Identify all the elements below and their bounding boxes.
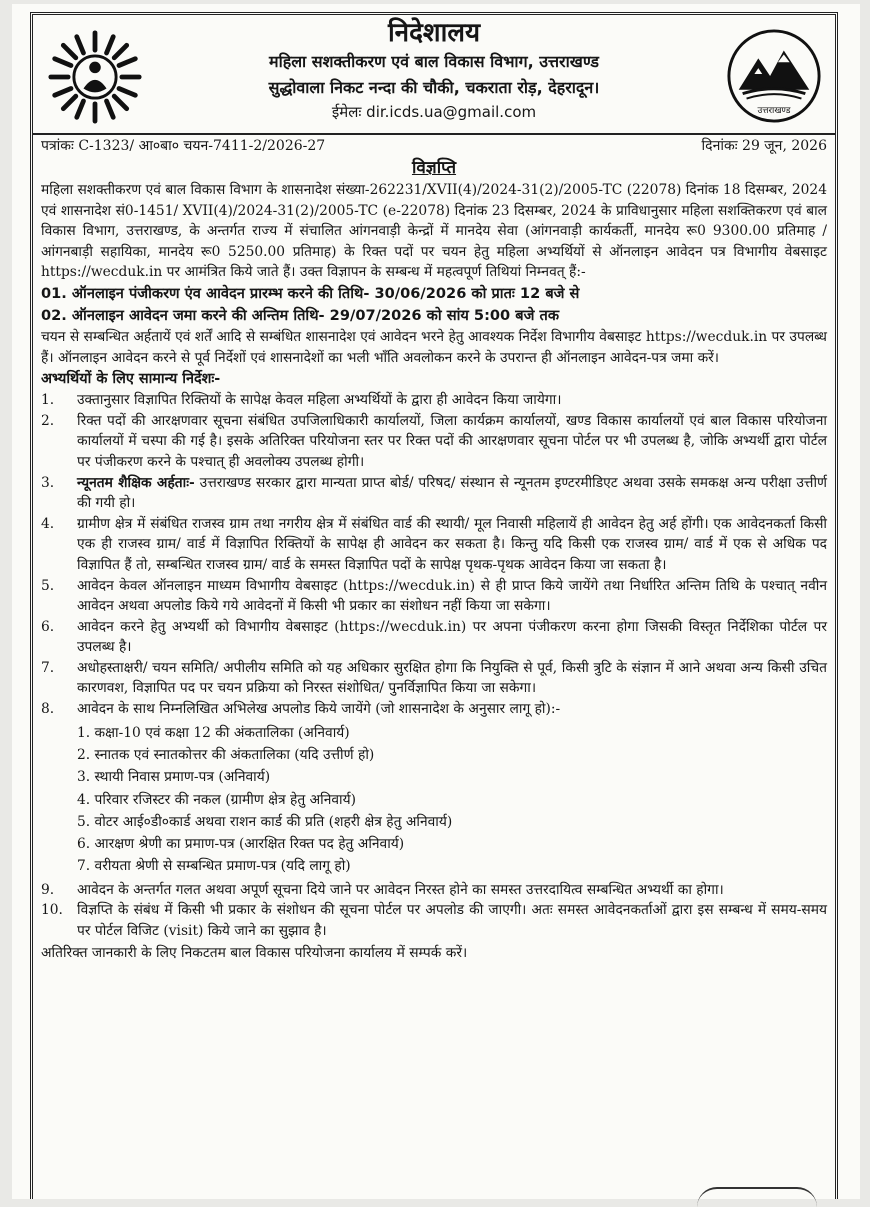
date-line-end: 02. ऑनलाइन आवेदन जमा करने की अन्तिम तिथि- 29/07/2026 को सांय 5:00 बजे तक <box>41 306 560 324</box>
notice-title: विज्ञप्ति <box>411 158 457 178</box>
document-item: 4. परिवार रजिस्टर की नकल (ग्रामीण क्षेत्र हेतु अनिवार्य) <box>77 791 357 808</box>
document-item: 1. कक्षा-10 एवं कक्षा 12 की अंकतालिका (अनिवार्य) <box>77 724 350 741</box>
eligibility-paragraph: चयन से सम्बन्धित अर्हतायें एवं शर्तें आदि से सम्बंधित शासनादेश एवं आवेदन भरने हेतु आवश्यक निर्देश विभागीय वेबसाइट https://wecduk.in पर उपलब्ध हैं। ऑनलाइन आवेदन करने से पूर्व निर्देशों एवं शासनादेशों का भली भाँति अवलोकन करने के उपरान्त ही ऑनलाइन आवेदन-पत्र जमा करें। <box>41 328 827 366</box>
office-email: ईमेलः dir.icds.ua@gmail.com <box>331 103 537 121</box>
list-item: 9. आवेदन के अन्तर्गत गलत अथवा अपूर्ण सूचना दिये जाने पर आवेदन निरस्त होने का समस्त उत्तरदायित्व सम्बन्धित अभ्यर्थी का होगा। <box>41 881 724 898</box>
list-item: 6. आवेदन करने हेतु अभ्यर्थी को विभागीय वेबसाइट (https://wecduk.in) पर अपना पंजीकरण करना होगा जिसकी विस्तृत निर्देशिका पोर्टल पर उपलब्ध है। <box>41 618 827 656</box>
document-item: 5. वोटर आई०डी०कार्ड अथवा राशन कार्ड की प्रति (शहरी क्षेत्र हेतु अनिवार्य) <box>77 813 453 830</box>
notice-body <box>41 136 827 963</box>
document-item: 2. स्नातक एवं स्नातकोत्तर की अंकतालिका (यदि उत्तीर्ण हो) <box>77 746 375 763</box>
document-item: 6. आरक्षण श्रेणी का प्रमाण-पत्र (आरक्षित रिक्त पद हेतु अनिवार्य) <box>77 836 405 853</box>
document-item: 7. वरीयता श्रेणी से सम्बन्धित प्रमाण-पत्र (यदि लागू हो) <box>77 858 351 875</box>
emblem-caption: उत्तराखण्ड <box>757 106 791 117</box>
letter-number: पत्रांकः C-1323/ आ०बा० चयन-7411-2/2026-27 <box>41 138 326 154</box>
department-emblem-icon <box>47 29 143 125</box>
list-item: 2. रिक्त पदों की आरक्षणवार सूचना संबंधित उपजिलाधिकारी कार्यालयों, जिला कार्यक्रम कार्यालयों, खण्ड विकास कार्यालयों एवं बाल विकास परियोजना कार्यालयों में चस्पा की गई है। इसके अतिरिक्त परियोजना स्तर पर रिक्त पदों की आरक्षणवार सूचना पोर्टल पर भी उपलब्ध है, जोकि अभ्यर्थी द्वारा पोर्टल पर पंजीकरण करने के पश्चात् ही अवलोक्य उपलब्ध होगी। <box>41 412 827 470</box>
document-page <box>12 4 860 1199</box>
required-documents-list <box>77 722 827 878</box>
letterhead <box>33 15 835 135</box>
uttarakhand-emblem-icon <box>725 27 823 125</box>
office-address: सुद्धोवाला निकट नन्दा की चौकी, चकराता रोड़, देहरादून। <box>268 78 600 97</box>
list-item: 1. उक्तानुसार विज्ञापित रिक्तियों के सापेक्ष केवल महिला अभ्यर्थियों के द्वारा ही आवेदन किया जायेगा। <box>41 392 562 409</box>
reference-row <box>41 136 827 156</box>
qualification-label: न्यूनतम शैक्षिक अर्हताः- <box>77 474 195 491</box>
document-item: 3. स्थायी निवास प्रमाण-पत्र (अनिवार्य) <box>77 769 271 786</box>
instructions-list-continued <box>41 880 827 942</box>
list-item: 3. न्यूनतम शैक्षिक अर्हताः- उत्तराखण्ड सरकार द्वारा मान्यता प्राप्त बोर्ड/ परिषद/ संस्थान से न्यूनतम इण्टरमीडिएट अथवा उसके समकक्ष अन्य परीक्षा उत्तीर्ण की गयी हो। <box>41 474 827 512</box>
list-item: 4. ग्रामीण क्षेत्र में संबंधित राजस्व ग्राम तथा नगरीय क्षेत्र में संबंधित वार्ड की स्थायी/ मूल निवासी महिलायें ही आवेदन हेतु अर्ह होंगी। एक आवेदनकर्ता किसी एक ही राजस्व ग्राम/ वार्ड में विज्ञापित रिक्तियों के सापेक्ष ही आवेदन कर सकता है। किन्तु यदि किसी एक राजस्व ग्राम/ वार्ड में एक से अधिक पद विज्ञापित हैं तो, सम्बन्धित राजस्व ग्राम/ वार्ड के समस्त विज्ञापित पदों के सापेक्ष पृथक-पृथक आवेदन किया जा सकता है। <box>41 515 827 573</box>
instructions-heading: अभ्यर्थियों के लिए सामान्य निर्देशः- <box>41 371 221 388</box>
closing-line: अतिरिक्त जानकारी के लिए निकटतम बाल विकास परियोजना कार्यालय में सम्पर्क करें। <box>41 944 468 961</box>
list-item: 8. आवेदन के साथ निम्नलिखित अभिलेख अपलोड किये जायेंगे (जो शासनादेश के अनुसार लागू हो):- <box>41 701 561 718</box>
list-item: 10. विज्ञप्ति के संबंध में किसी भी प्रकार के संशोधन की सूचना पोर्टल पर अपलोड की जाएगी। अतः समस्त आवेदनकर्ताओं द्वारा इस सम्बन्ध में समय-समय पर पोर्टल विजिट (visit) किये जाने का सुझाव है। <box>41 902 827 939</box>
intro-paragraph: महिला सशक्तीकरण एवं बाल विकास विभाग के शासनादेश संख्या-262231/XVII(4)/2024-31(2)/2005-TC (22078) दिनांक 18 दिसम्बर, 2024 एवं शासनादेश सं0-1451/ XVII(4)/2024-31(2)/2005-TC (e-22078) दिनांक 23 दिसम्बर, 2024 के प्राविधानुसार महिला सशक्तिकरण एवं बाल विकास विभाग, उत्तराखण्ड, के अन्तर्गत राज्य में संचालित आंगनवाड़ी केन्द्रों में मानदेय सेवा (आंगनवाड़ी कार्यकर्ती, मानदेय रू0 9300.00 प्रतिमाह /आंगनबाड़ी सहायिका, मानदेय रू0 5250.00 प्रतिमाह) के रिक्त पदों पर चयन हेतु महिला अभ्यर्थियों से ऑनलाइन आवेदन पत्र विभागीय वेबसाइट https://wecduk.in पर आमंत्रित किये जाते हैं। उक्त विज्ञापन के सम्बन्ध में महत्वपूर्ण तिथियां निम्नवत् हैं:- <box>41 182 827 281</box>
directorate-title: निदेशालय <box>387 18 481 48</box>
instructions-list <box>41 390 827 720</box>
signature-mark <box>697 1187 817 1207</box>
department-name: महिला सशक्तीकरण एवं बाल विकास विभाग, उत्तराखण्ड <box>269 52 599 71</box>
notice-frame <box>30 12 838 1199</box>
letter-date: दिनांकः 29 जून, 2026 <box>701 138 827 154</box>
list-item: 5. आवेदन केवल ऑनलाइन माध्यम विभागीय वेबसाइट (https://wecduk.in) से ही प्राप्त किये जायेंगे तथा निर्धारित अन्तिम तिथि के पश्चात् नवीन आवेदन अथवा अपलोड किये गये आवेदनों में किसी भी प्रकार का संशोधन नहीं किया जा सकेगा। <box>41 577 827 615</box>
list-item: 7. अधोहस्ताक्षरी/ चयन समिति/ अपीलीय समिति को यह अधिकार सुरक्षित होगा कि नियुक्ति से पूर्व, किसी त्रुटि के संज्ञान में आने अथवा अन्य किसी उचित कारणवश, विज्ञापित पद पर चयन प्रक्रिया को निरस्त संशोधित/ पुनर्विज्ञापित किया जा सकेगा। <box>41 659 827 697</box>
date-line-start: 01. ऑनलाइन पंजीकरण एंव आवेदन प्रारम्भ करने की तिथि- 30/06/2026 को प्रातः 12 बजे से <box>41 284 580 302</box>
